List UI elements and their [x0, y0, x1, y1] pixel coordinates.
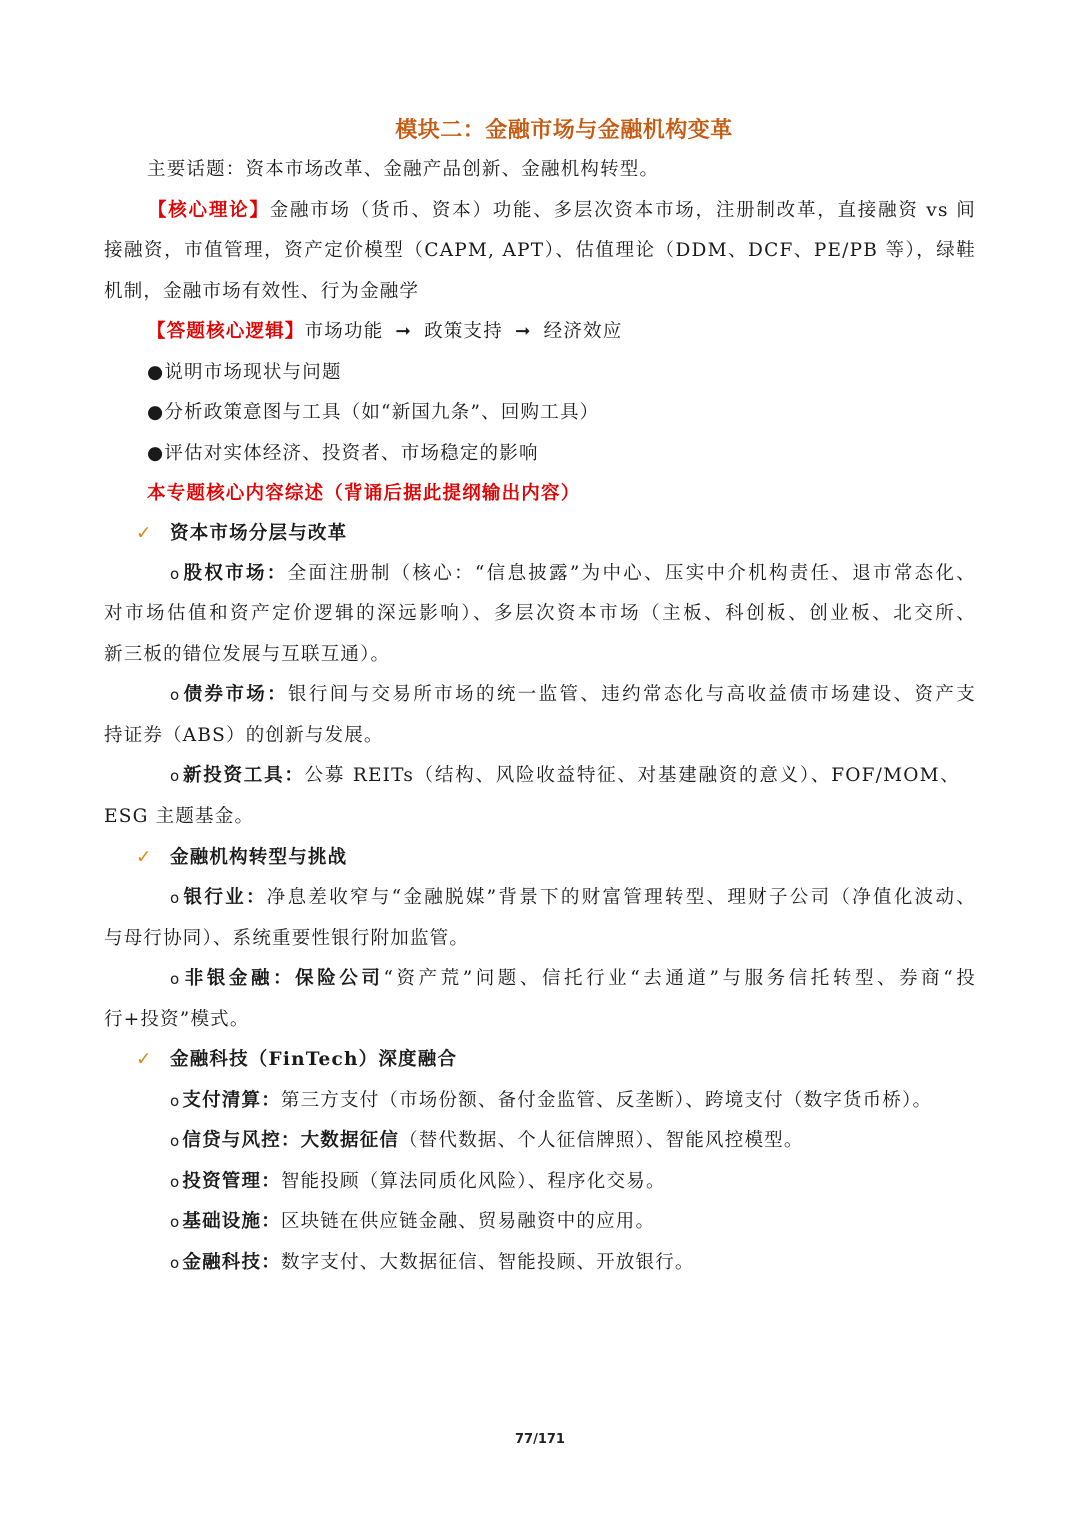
point-item: ●评估对实体经济、投资者、市场稳定的影响	[147, 443, 539, 464]
circle-bullet-icon: o	[170, 1132, 181, 1150]
circle-bullet-icon: o	[170, 970, 181, 988]
equity-market-line-3: 新三板的错位发展与互联互通）。	[104, 644, 391, 665]
checkmark-icon: ✓	[136, 1049, 153, 1070]
fintech-item: o 金融科技：数字支付、大数据征信、智能投顾、开放银行。	[170, 1252, 695, 1273]
core-theory-line-3: 机制，金融市场有效性、行为金融学	[104, 281, 420, 302]
circle-bullet-icon: o	[170, 1092, 181, 1110]
checkmark-icon: ✓	[136, 523, 153, 544]
point-item: ●分析政策意图与工具（如“新国九条”、回购工具）	[147, 402, 600, 423]
circle-bullet-icon: o	[170, 889, 181, 907]
circle-bullet-icon: o	[170, 686, 181, 704]
answer-logic-line: 【答题核心逻辑】市场功能 ➞ 政策支持 ➞ 经济效应	[147, 321, 623, 342]
fintech-item: o 信贷与风控：大数据征信（替代数据、个人征信牌照）、智能风控模型。	[170, 1130, 804, 1151]
circle-bullet-icon: o	[170, 1173, 181, 1191]
page-title: 模块二：金融市场与金融机构变革	[395, 118, 733, 143]
section-heading-capital-market: ✓ 资本市场分层与改革	[136, 523, 348, 544]
nonbank-line-1: o 非银金融：保险公司“资产荒”问题、信托行业“去通道”与服务信托转型、券商“投	[170, 968, 976, 989]
core-theory-line-1: 【核心理论】金融市场（货币、资本）功能、多层次资本市场，注册制改革，直接融资 vs 间	[148, 200, 976, 221]
circle-bullet-icon: o	[170, 767, 181, 785]
banking-line-1: o 银行业：净息差收窄与“金融脱媒”背景下的财富管理转型、理财子公司（净值化波动、	[170, 887, 976, 908]
nonbank-line-2: 行+投资”模式。	[104, 1009, 250, 1030]
new-tools-line-2: ESG 主题基金。	[104, 806, 255, 827]
page-number: 77/171	[515, 1432, 565, 1447]
section-heading-institutions: ✓ 金融机构转型与挑战	[136, 847, 348, 868]
fintech-item: o 投资管理：智能投顾（算法同质化风险）、程序化交易。	[170, 1171, 666, 1192]
arrow-right-icon: ➞	[514, 321, 532, 342]
point-item: ●说明市场现状与问题	[147, 362, 342, 383]
checkmark-icon: ✓	[136, 847, 153, 868]
core-theory-label: 【核心理论】	[148, 200, 270, 221]
intro-line: 主要话题：资本市场改革、金融产品创新、金融机构转型。	[147, 159, 660, 180]
new-tools-line-1: o 新投资工具：公募 REITs（结构、风险收益特征、对基建融资的意义）、FOF/MOM、	[170, 765, 960, 786]
summary-heading: 本专题核心内容综述（背诵后据此提纲输出内容）	[147, 483, 581, 504]
core-theory-line-2: 接融资，市值管理，资产定价模型（CAPM, APT）、估值理论（DDM、DCF、PE/PB 等），绿鞋	[104, 240, 976, 261]
circle-bullet-icon: o	[170, 1213, 181, 1231]
equity-market-line-2: 对市场估值和资产定价逻辑的深远影响）、多层次资本市场（主板、科创板、创业板、北交所、	[104, 603, 976, 624]
answer-logic-label: 【答题核心逻辑】	[147, 321, 305, 342]
banking-line-2: 与母行协同）、系统重要性银行附加监管。	[104, 928, 470, 949]
bond-market-line-1: o 债券市场：银行间与交易所市场的统一监管、违约常态化与高收益债市场建设、资产支	[170, 684, 976, 705]
bond-market-line-2: 持证券（ABS）的创新与发展。	[104, 725, 384, 746]
circle-bullet-icon: o	[170, 565, 181, 583]
arrow-right-icon: ➞	[395, 321, 413, 342]
circle-bullet-icon: o	[170, 1254, 181, 1272]
fintech-item: o 支付清算：第三方支付（市场份额、备付金监管、反垄断）、跨境支付（数字货币桥）。	[170, 1090, 933, 1111]
fintech-item: o 基础设施：区块链在供应链金融、贸易融资中的应用。	[170, 1211, 656, 1232]
section-heading-fintech: ✓ 金融科技（FinTech）深度融合	[136, 1049, 458, 1070]
equity-market-line-1: o 股权市场：全面注册制（核心：“信息披露”为中心、压实中介机构责任、退市常态化、	[170, 563, 976, 584]
